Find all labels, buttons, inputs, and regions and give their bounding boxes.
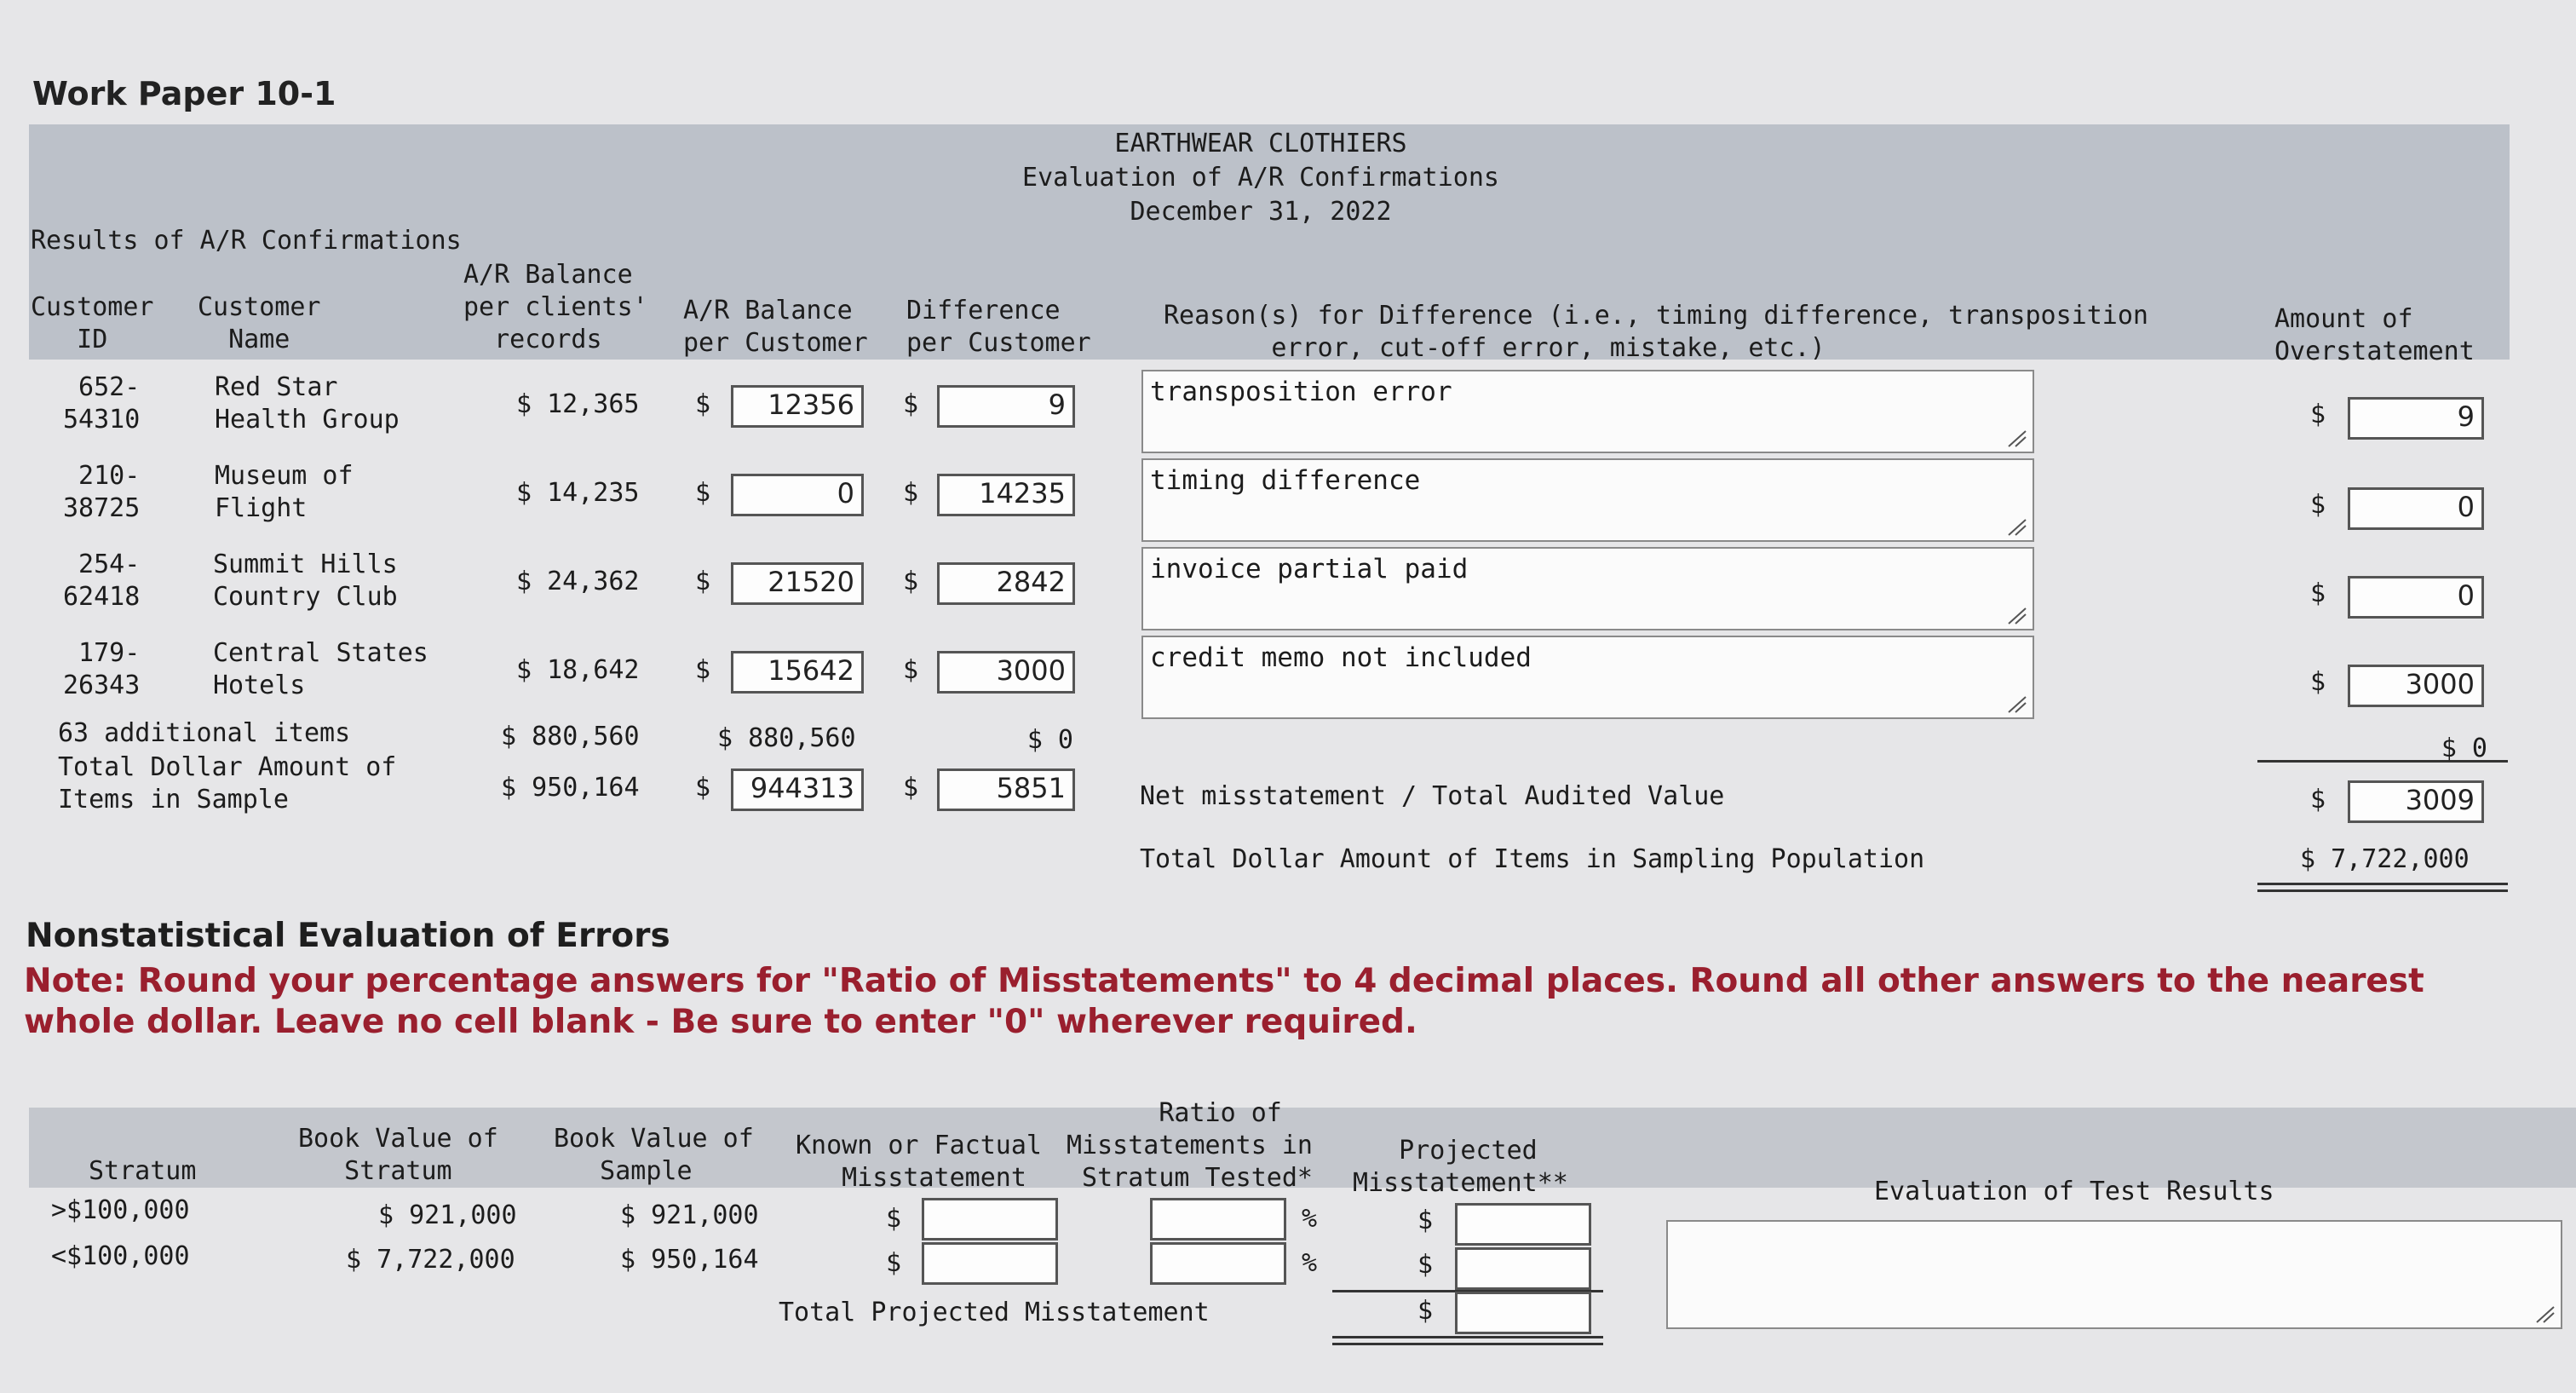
eval-row-1-ratio-input[interactable] [1150, 1198, 1286, 1240]
company-name: EARTHWEAR CLOTHIERS [1114, 129, 1407, 158]
row-3-customer-input[interactable]: 21520 [731, 562, 864, 605]
col-difference: Difference per Customer [906, 296, 1091, 358]
col-overstatement: Amount of Overstatement [2274, 304, 2475, 366]
eval-row-1-stratum: >$100,000 [51, 1195, 190, 1225]
additional-client: $ 880,560 [501, 722, 640, 751]
row-3-over-dollar: $ [2310, 578, 2326, 608]
eval-row-1-projected-dollar: $ [1417, 1206, 1434, 1235]
net-misstatement-label: Net misstatement / Total Audited Value [1140, 781, 1725, 811]
row-1-client: $ 12,365 [516, 389, 640, 419]
row-4-over-input[interactable]: 3000 [2348, 665, 2484, 707]
results-label: Results of A/R Confirmations [31, 226, 462, 256]
row-4-id: 179- 26343 [63, 638, 141, 700]
resize-grip-icon[interactable] [2005, 429, 2027, 448]
eval-col-book-stratum: Book Value of Stratum [298, 1124, 498, 1186]
col-ar-client: A/R Balance per clients' records [463, 260, 648, 354]
row-3-customer-dollar: $ [695, 567, 711, 596]
row-2-difference-input[interactable]: 14235 [937, 474, 1075, 516]
row-2-customer-input[interactable]: 0 [731, 474, 864, 516]
total-over-input[interactable]: 3009 [2348, 780, 2484, 823]
row-3-reason-text: invoice partial paid [1150, 554, 1469, 584]
report-date: December 31, 2022 [1130, 197, 1392, 227]
row-1-over-input[interactable]: 9 [2348, 397, 2484, 440]
total-client: $ 950,164 [501, 773, 640, 803]
additional-customer: $ 880,560 [717, 723, 856, 753]
row-3-over-input[interactable]: 0 [2348, 576, 2484, 619]
row-2-customer-dollar: $ [695, 478, 711, 508]
col-customer-name: Customer Name [198, 292, 321, 354]
eval-row-2-book-stratum: $ 7,722,000 [346, 1245, 515, 1275]
row-3-client: $ 24,362 [516, 567, 640, 596]
eval-row-2-percent: % [1302, 1248, 1318, 1278]
col-reason: Reason(s) for Difference (i.e., timing difference, transposition error, cut-off error, mistake, etc.) [1164, 301, 2148, 363]
eval-row-2-projected-dollar: $ [1417, 1250, 1434, 1280]
population-rule-2 [2257, 889, 2508, 892]
projected-rule-bottom-1 [1332, 1336, 1603, 1338]
eval-row-2-known-dollar: $ [886, 1248, 902, 1278]
eval-col-stratum: Stratum [89, 1156, 197, 1186]
eval-row-1-book-sample: $ 921,000 [620, 1200, 759, 1230]
total-projected-label: Total Projected Misstatement [779, 1298, 1210, 1327]
row-1-difference-input[interactable]: 9 [937, 385, 1075, 428]
row-1-difference-dollar: $ [903, 389, 919, 419]
rounding-note: Note: Round your percentage answers for "Ratio of Misstatements" to 4 decimal places. Round all other answers to the nearest whole dollar. Leave no cell blank - Be sure to enter "0" wherever required. [24, 962, 2424, 1041]
eval-row-2-ratio-input[interactable] [1150, 1242, 1286, 1285]
row-2-over-dollar: $ [2310, 490, 2326, 520]
row-2-name: Museum of Flight [215, 461, 354, 523]
row-4-difference-dollar: $ [903, 655, 919, 685]
row-2-client: $ 14,235 [516, 478, 640, 508]
row-1-reason-text: transposition error [1150, 377, 1452, 407]
eval-row-1-book-stratum: $ 921,000 [378, 1200, 517, 1230]
total-projected-dollar: $ [1417, 1296, 1434, 1326]
eval-row-2-stratum: <$100,000 [51, 1241, 190, 1271]
row-2-reason-text: timing difference [1150, 465, 1421, 496]
row-4-client: $ 18,642 [516, 655, 640, 685]
row-1-customer-input[interactable]: 12356 [731, 385, 864, 428]
row-2-reason-textarea[interactable] [1141, 458, 2034, 542]
row-3-difference-dollar: $ [903, 567, 919, 596]
row-3-id: 254- 62418 [63, 550, 141, 612]
row-4-customer-input[interactable]: 15642 [731, 651, 864, 694]
row-3-name: Summit Hills Country Club [213, 550, 398, 612]
row-1-customer-dollar: $ [695, 389, 711, 419]
population-label: Total Dollar Amount of Items in Sampling Population [1140, 844, 1925, 874]
resize-grip-icon[interactable] [2005, 518, 2027, 537]
eval-row-1-known-input[interactable] [922, 1198, 1058, 1240]
total-label: Total Dollar Amount of Items in Sample [58, 752, 397, 815]
eval-col-known: Known or Factual Misstatement [796, 1131, 1042, 1193]
total-difference-dollar: $ [903, 773, 919, 803]
section-title: Nonstatistical Evaluation of Errors [26, 917, 670, 955]
eval-row-2-projected-input[interactable] [1455, 1247, 1591, 1290]
work-paper-title: Work Paper 10-1 [32, 75, 336, 112]
col-customer-id: Customer ID [31, 292, 154, 354]
total-customer-dollar: $ [695, 773, 711, 803]
eval-col-evaluation: Evaluation of Test Results [1874, 1177, 2274, 1206]
total-projected-input[interactable] [1455, 1292, 1591, 1334]
row-4-reason-text: credit memo not included [1150, 642, 1532, 673]
additional-label: 63 additional items [58, 718, 351, 748]
population-value: $ 7,722,000 [2300, 844, 2470, 874]
row-4-customer-dollar: $ [695, 655, 711, 685]
row-1-reason-textarea[interactable] [1141, 370, 2034, 453]
row-2-difference-dollar: $ [903, 478, 919, 508]
row-3-reason-textarea[interactable] [1141, 547, 2034, 630]
eval-row-1-percent: % [1302, 1204, 1318, 1234]
eval-col-projected: Projected Misstatement** [1353, 1136, 1568, 1198]
total-customer-input[interactable]: 944313 [731, 768, 864, 811]
eval-row-2-known-input[interactable] [922, 1242, 1058, 1285]
row-2-over-input[interactable]: 0 [2348, 487, 2484, 530]
resize-grip-icon[interactable] [2533, 1305, 2556, 1324]
row-2-id: 210- 38725 [63, 461, 141, 523]
row-4-reason-textarea[interactable] [1141, 636, 2034, 719]
eval-row-1-known-dollar: $ [886, 1204, 902, 1234]
projected-rule-bottom-2 [1332, 1343, 1603, 1345]
row-1-over-dollar: $ [2310, 400, 2326, 429]
row-4-difference-input[interactable]: 3000 [937, 651, 1075, 694]
col-ar-customer: A/R Balance per Customer [683, 296, 868, 358]
eval-row-1-projected-input[interactable] [1455, 1203, 1591, 1246]
eval-col-book-sample: Book Value of Sample [554, 1124, 754, 1186]
row-4-name: Central States Hotels [213, 638, 428, 700]
additional-difference: $ 0 [1026, 725, 1073, 755]
additional-overstatement: $ 0 [2441, 734, 2487, 763]
total-difference-input[interactable]: 5851 [937, 768, 1075, 811]
row-1-id: 652- 54310 [63, 372, 141, 435]
eval-row-2-book-sample: $ 950,164 [620, 1245, 759, 1275]
resize-grip-icon[interactable] [2005, 607, 2027, 625]
total-over-dollar: $ [2310, 785, 2326, 815]
resize-grip-icon[interactable] [2005, 695, 2027, 714]
row-1-name: Red Star Health Group [215, 372, 400, 435]
row-4-over-dollar: $ [2310, 667, 2326, 697]
evaluation-textarea[interactable] [1666, 1220, 2562, 1329]
row-3-difference-input[interactable]: 2842 [937, 562, 1075, 605]
report-subtitle: Evaluation of A/R Confirmations [1022, 163, 1499, 193]
population-rule-1 [2257, 883, 2508, 885]
eval-col-ratio: Ratio of Misstatements in Stratum Tested* [1067, 1098, 1313, 1193]
